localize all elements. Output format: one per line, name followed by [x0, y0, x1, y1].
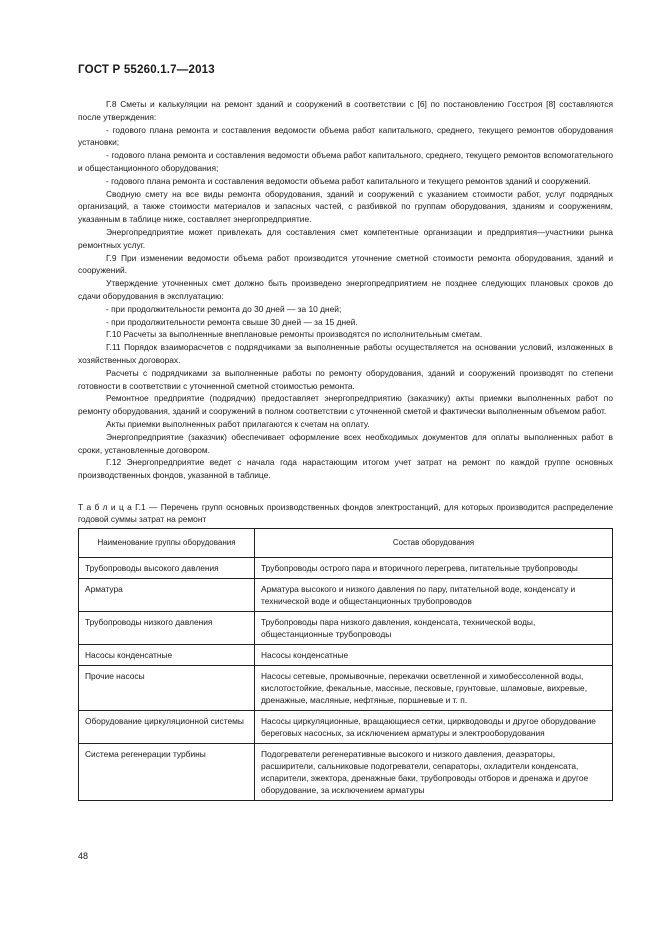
group-name-cell: Трубопроводы высокого давления — [79, 558, 255, 579]
table-row — [79, 666, 613, 711]
column-header: Наименование группы оборудования — [79, 529, 255, 558]
paragraph: Г.12 Энергопредприятие ведет с начала года нарастающим итогом учет затрат на ремонт по каждой группе основных производственных фондов, указанной в таблице. — [78, 457, 613, 481]
column-header: Состав оборудования — [255, 529, 613, 558]
paragraph: Г.11 Порядок взаиморасчетов с подрядчиками за выполненные работы осуществляется на основании условий, изложенных в хозяйственных договорах. — [78, 342, 613, 365]
paragraph: Г.8 Сметы и калькуляции на ремонт зданий и сооружений в соответствии с [6] по постановлению Госстроя [8] составляются после утверждения: — [78, 99, 613, 122]
paragraph: Утверждение уточненных смет должно быть произведено энергопредприятием не позднее следующих плановых сроков до сдачи оборудования в эксплуатацию: — [78, 278, 613, 301]
page-number: 48 — [78, 851, 89, 861]
paragraph: Энергопредприятие может привлекать для составления смет компетентные организации и предприятия—участники рынка ремонтных услуг. — [78, 226, 613, 250]
table-row — [79, 645, 613, 666]
paragraph: Г.9 При изменении ведомости объема работ производится уточнение сметной стоимости ремонта оборудования, зданий и сооружений. — [78, 252, 613, 276]
table-caption: Т а б л и ц а Г.1 — Перечень групп основных производственных фондов электростанций, для которых производится распределение годовой суммы затрат на ремонт — [78, 502, 613, 525]
equipment-cell: Насосы конденсатные — [255, 645, 613, 666]
paragraph: - годового плана ремонта и составления ведомости объема работ капитального, среднего, текущего ремонтов вспомогательного и общестанционного оборудования; — [78, 150, 613, 173]
table-row — [79, 612, 613, 645]
paragraph: Расчеты с подрядчиками за выполненные работы по ремонту оборудования, зданий и сооружений производят по степени готовности в соответствии с уточненной сметной стоимостью ремонта. — [78, 367, 613, 391]
equipment-groups-table — [78, 528, 613, 801]
paragraph: Акты приемки выполненных работ прилагаются к счетам на оплату. — [106, 418, 370, 429]
equipment-cell: Трубопроводы пара низкого давления, конденсата, технической воды, общестанционные трубопроводы — [255, 612, 613, 645]
group-name-cell: Оборудование циркуляционной системы — [79, 711, 255, 744]
paragraph: - годового плана ремонта и составления ведомости объема работ капитального и текущего ремонтов зданий и сооружений. — [106, 175, 591, 186]
paragraph: - при продолжительности ремонта свыше 30 дней — за 15 дней. — [106, 316, 358, 327]
group-name-cell: Насосы конденсатные — [79, 645, 255, 666]
paragraph: Сводную смету на все виды ремонта оборудования, зданий и сооружений с указанием стоимости работ, услуг подрядных организаций, а также стоимости материалов и запасных частей, с разбивкой по группам оборудования, зданиям и сооружениям, указанным в таблице ниже, составляет энергопредприятие. — [78, 188, 613, 225]
table-row — [79, 579, 613, 612]
equipment-cell: Подогреватели регенеративные высокого и низкого давления, деаэраторы, расширители, сальниковые подогреватели, сепараторы, охладители конденсата, испарители, эжектора, дренажные баки, трубопроводы отборов и дренажа и другое оборудование, за исключением арматуры — [255, 744, 613, 801]
paragraph: Г.10 Расчеты за выполненные внеплановые ремонты производятся по исполнительным сметам. — [106, 329, 483, 340]
group-name-cell: Система регенерации турбины — [79, 744, 255, 801]
paragraph: Энергопредприятие (заказчик) обеспечивает оформление всех необходимых документов для оплаты выполненных работ в сроки, установленные договором. — [78, 431, 613, 455]
paragraph: - годового плана ремонта и составления ведомости объема работ капитального, среднего, текущего ремонтов оборудования установки; — [78, 124, 613, 148]
group-name-cell: Арматура — [79, 579, 255, 612]
table-row — [79, 744, 613, 801]
table-row — [79, 558, 613, 579]
table-header-row — [79, 529, 613, 558]
table-row — [79, 711, 613, 744]
group-name-cell: Прочие насосы — [79, 666, 255, 711]
paragraph: Ремонтное предприятие (подрядчик) предоставляет энергопредприятию (заказчику) акты приемки выполненных работ по ремонту оборудования, зданий и сооружений в полном соответствии с уточненной сметой и фактически выполненным объемом работ. — [78, 393, 613, 417]
equipment-cell: Трубопроводы острого пара и вторичного перегрева, питательные трубопроводы — [255, 558, 613, 579]
body-text — [78, 98, 613, 482]
equipment-cell: Арматура высокого и низкого давления по пару, питательной воде, конденсату и технической воде и общестанционных трубопроводов — [255, 579, 613, 612]
paragraph: - при продолжительности ремонта до 30 дней — за 10 дней; — [106, 303, 342, 314]
equipment-cell: Насосы циркуляционные, вращающиеся сетки, циркводоводы и другое оборудование береговых насосных, за исключением арматуры и электрооборудования — [255, 711, 613, 744]
equipment-cell: Насосы сетевые, промывочные, перекачки осветленной и химобессоленной воды, кислотостойкие, фекальные, массные, песковые, грунтовые, шламовые, вихревые, дренажные, масляные, нефтяные, поршневые и т. п. — [255, 666, 613, 711]
group-name-cell: Трубопроводы низкого давления — [79, 612, 255, 645]
page-header: ГОСТ Р 55260.1.7—2013 — [78, 64, 215, 76]
